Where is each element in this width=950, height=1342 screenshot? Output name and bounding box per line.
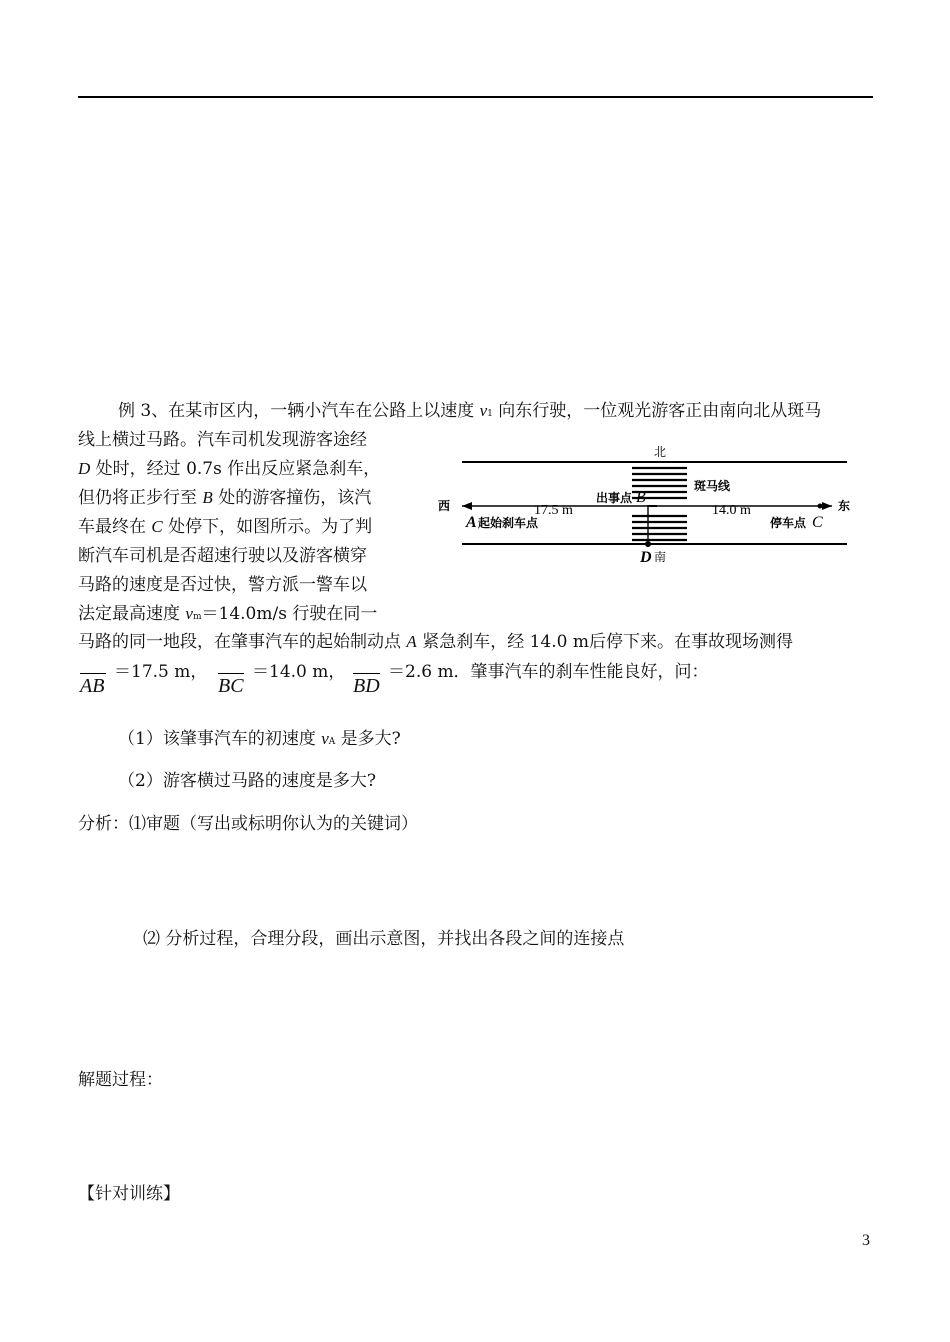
example-line-4: 但仍将正步行至 B 处的游客撞伤，该汽: [78, 488, 372, 508]
example-line-3: D 处时，经过 0.7s 作出反应紧急刹车，: [78, 459, 381, 479]
segment-bc-value: ＝14.0 m，: [252, 662, 346, 682]
example-line-6: 断汽车司机是否超速行驶以及游客横穿: [78, 546, 367, 566]
label-dist-ab: 17.5 m: [534, 503, 573, 518]
segment-ab: AB: [80, 675, 105, 697]
training-label: 【针对训练】: [78, 1184, 180, 1204]
example-line-2: 线上横过马路。汽车司机发现游客途经: [78, 430, 367, 450]
example-line-7: 马路的速度是否过快，警方派一警车以: [78, 575, 367, 595]
label-west: 西: [438, 499, 451, 513]
analysis-step-2: ⑵ 分析过程，合理分段，画出示意图，并找出各段之间的连接点: [143, 929, 625, 949]
segment-ab-value: ＝17.5 m，: [114, 662, 208, 682]
label-stop: 停车点: [770, 516, 807, 530]
label-crosswalk: 斑马线: [694, 479, 731, 493]
label-point-a: A: [466, 514, 477, 531]
label-dist-bc: 14.0 m: [712, 503, 751, 518]
segment-bc: BC: [218, 675, 244, 697]
page-number: 3: [862, 1232, 870, 1249]
label-point-b: B: [636, 489, 646, 506]
example-line-8: 法定最高速度 vm＝14.0m/s 行驶在同一: [78, 604, 378, 624]
arrow-west-icon: [462, 502, 472, 510]
label-brake-start: 起始刹车点: [478, 516, 539, 530]
arrow-east-icon: [822, 502, 832, 510]
road-diagram: [432, 440, 862, 570]
example-line-1: 例 3、在某市区内，一辆小汽车在公路上以速度 v1 向东行驶，一位观光游客正由南向北从斑马: [118, 401, 822, 421]
label-east: 东: [838, 499, 851, 513]
segment-bd: BD: [353, 675, 380, 697]
point-d-marker: [645, 541, 651, 547]
segment-bd-value: ＝2.6 m．肇事汽车的刹车性能良好，问：: [388, 662, 709, 682]
question-1: （1）该肇事汽车的初速度 vA 是多大?: [118, 729, 401, 749]
label-south: 南: [654, 550, 667, 564]
question-2: （2）游客横过马路的速度是多大?: [118, 771, 376, 791]
label-point-d: D: [640, 549, 652, 566]
header-rule: [78, 96, 873, 98]
label-north: 北: [654, 445, 667, 459]
analysis-step-1: 分析：⑴审题（写出或标明你认为的关键词）: [78, 814, 418, 834]
label-accident: 出事点: [596, 491, 633, 505]
solution-label: 解题过程：: [78, 1070, 163, 1090]
example-line-5: 车最终在 C 处停下，如图所示。为了判: [78, 517, 373, 537]
label-point-c: C: [812, 514, 823, 531]
point-c-marker: [818, 504, 823, 509]
example-line-9: 马路的同一地段，在肇事汽车的起始制动点 A 紧急刹车，经 14.0 m后停下来。在事故现场测得: [78, 632, 793, 652]
